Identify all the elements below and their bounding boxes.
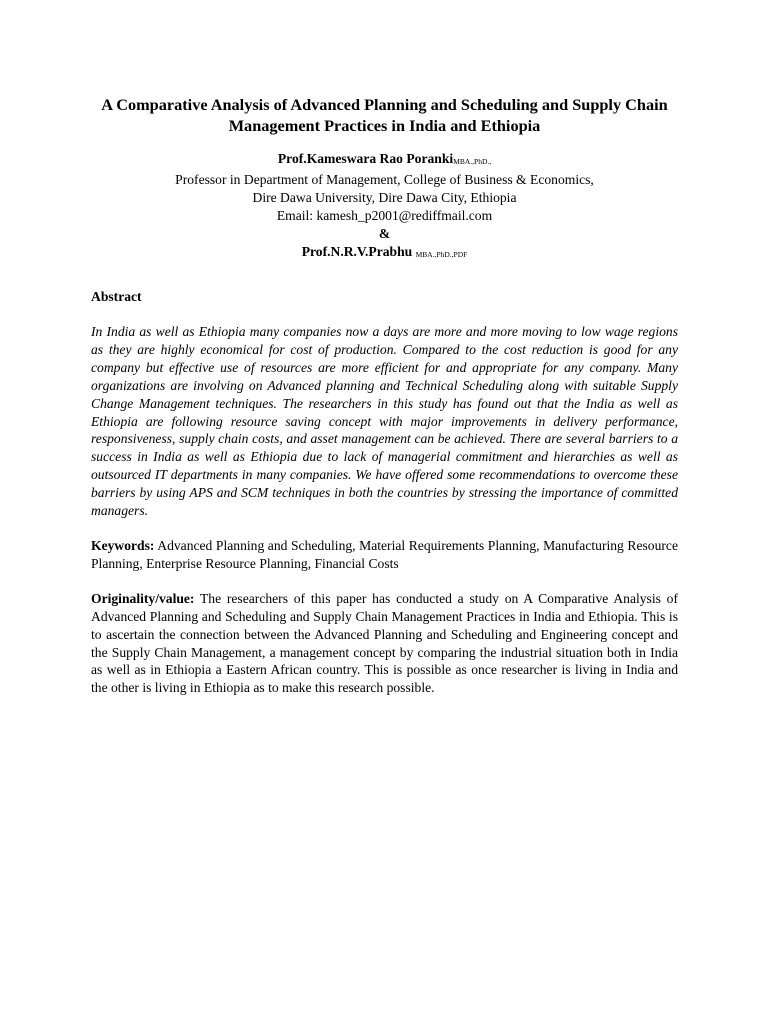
originality-text: The researchers of this paper has conducted a study on A Comparative Analysis of Advanced Planning and Scheduling and Supply Chain Management Practices in India and Ethiopia. This is to ascertain the connection between the Advanced Planning and Scheduling and Engineering concept and the Supply Chain Management, a management concept by comparing the industrial situation both in India as well as in Ethiopia a Eastern African country. This is possible as once researcher is living in India and the other is living in Ethiopia as to make this research possible. — [91, 590, 678, 696]
author-block — [91, 150, 678, 264]
originality-label: Originality/value: — [91, 590, 195, 606]
keywords-label: Keywords: — [91, 537, 155, 553]
author-separator: & — [378, 226, 391, 241]
abstract-text: In India as well as Ethiopia many companies now a days are more and more moving to low wage regions as they are highly economical for cost of production. Compared to the cost reduction is good for any company but effective use of resources are more efficient for and appropriate for any company. Many organizations are involving on Advanced planning and Technical Scheduling along with suitable Supply Change Management techniques. The researchers in this study has found out that the India as well as Ethiopia are following resource saving concept with major improvements in delivery performance, responsiveness, supply chain costs, and asset management can be achieved. There are several barriers to a success in India as well as Ethiopia due to lack of managerial commitment and hierarchies as well as outsourced IT departments in many companies. We have offered some recommendations to overcome these barriers by using APS and SCM techniques in both the countries by stressing the importance of committed managers. — [91, 324, 678, 519]
author-2-name: Prof.N.R.V.Prabhu — [301, 244, 413, 259]
paper-page — [91, 94, 678, 697]
keywords-paragraph — [91, 537, 678, 573]
author-1-affiliation-line-1: Professor in Department of Management, College of Business & Economics, — [175, 172, 594, 187]
author-2 — [91, 243, 678, 264]
author-1-affiliation-line-2: Dire Dawa University, Dire Dawa City, Ethiopia — [252, 190, 517, 205]
author-1 — [91, 150, 678, 171]
author-2-degrees: MBA.,PhD.,PDF — [415, 250, 468, 259]
author-1-name: Prof.Kameswara Rao Poranki — [277, 151, 454, 166]
author-1-email: Email: kamesh_p2001@rediffmail.com — [276, 208, 493, 223]
abstract-heading: Abstract — [91, 289, 142, 304]
keywords-text: Advanced Planning and Scheduling, Material Requirements Planning, Manufacturing Resource Planning, Enterprise Resource Planning, Financial Costs — [91, 537, 678, 571]
author-1-degrees: MBA.,PhD., — [453, 157, 492, 166]
paper-title: A Comparative Analysis of Advanced Planning and Scheduling and Supply Chain Management Practices in India and Ethiopia — [101, 95, 668, 135]
originality-paragraph — [91, 590, 678, 697]
